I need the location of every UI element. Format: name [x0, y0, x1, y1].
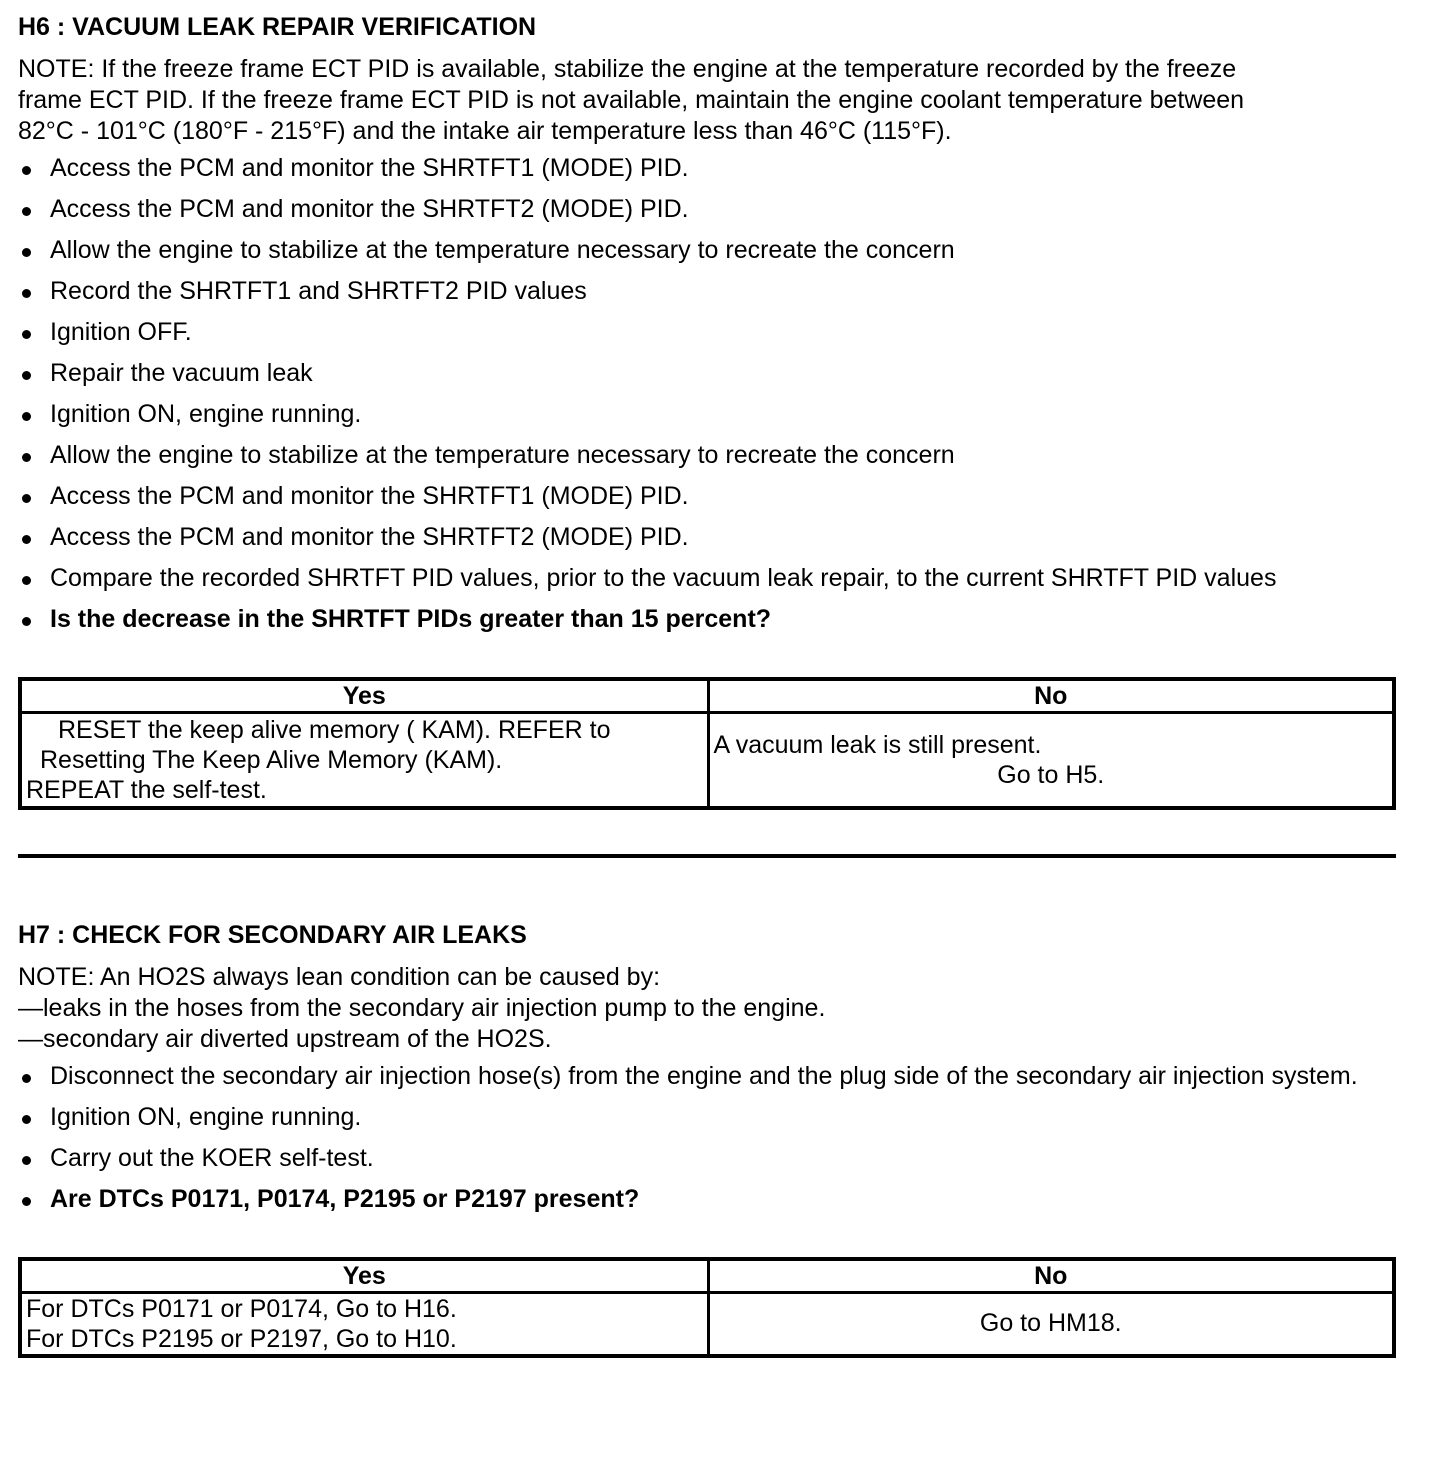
question: Is the decrease in the SHRTFT PIDs greater than 15 percent? [18, 604, 1396, 635]
bullet-icon [22, 1197, 31, 1206]
step-item: Ignition ON, engine running. [18, 399, 1396, 430]
bullet-icon [22, 617, 31, 626]
document-page [18, 10, 1396, 1358]
step-item: Record the SHRTFT1 and SHRTFT2 PID values [18, 276, 1396, 307]
bullet-icon [22, 289, 31, 298]
bullet-icon [22, 207, 31, 216]
yes-cell: For DTCs P0171 or P0174, Go to H16. For DTCs P2195 or P2197, Go to H10. [20, 1292, 708, 1356]
step-item: Compare the recorded SHRTFT PID values, prior to the vacuum leak repair, to the current SHRTFT PID values [18, 563, 1396, 594]
bullet-icon [22, 453, 31, 462]
step-item: Access the PCM and monitor the SHRTFT2 (MODE) PID. [18, 522, 1396, 553]
table-header-yes: Yes [20, 1259, 708, 1293]
section-h7 [18, 918, 1396, 1359]
section-divider [18, 854, 1396, 858]
section-h6 [18, 10, 1396, 810]
step-item: Ignition ON, engine running. [18, 1102, 1396, 1133]
step-item: Access the PCM and monitor the SHRTFT1 (MODE) PID. [18, 153, 1396, 184]
note-line: —secondary air diverted upstream of the HO2S. [18, 1024, 552, 1053]
table-header-no: No [708, 679, 1394, 713]
step-item: Disconnect the secondary air injection hose(s) from the engine and the plug side of the secondary air injection system. [18, 1061, 1396, 1092]
yes-cell: RESET the keep alive memory ( KAM). REFER to Resetting The Keep Alive Memory (KAM). REPEAT the self-test. [20, 713, 708, 808]
bullet-icon [22, 248, 31, 257]
step-item: Repair the vacuum leak [18, 358, 1396, 389]
note-line: 82°C - 101°C (180°F - 215°F) and the intake air temperature less than 46°C (115°F). [18, 117, 952, 145]
section-title: H6 : VACUUM LEAK REPAIR VERIFICATION [18, 13, 537, 41]
bullet-icon [22, 1156, 31, 1165]
note-line: frame ECT PID. If the freeze frame ECT PID is not available, maintain the engine coolant temperature between [18, 86, 1245, 114]
bullet-icon [22, 371, 31, 380]
question: Are DTCs P0171, P0174, P2195 or P2197 present? [18, 1184, 1396, 1215]
table-header-yes: Yes [20, 679, 708, 713]
note [18, 962, 1396, 1055]
bullet-icon [22, 576, 31, 585]
note-line: NOTE: An HO2S always lean condition can be caused by: [18, 962, 661, 991]
step-item: Ignition OFF. [18, 317, 1396, 348]
table-header-no: No [708, 1259, 1394, 1293]
no-cell: A vacuum leak is still present. Go to H5. [708, 713, 1394, 808]
bullet-icon [22, 1074, 31, 1083]
bullet-icon [22, 412, 31, 421]
decision-table [18, 677, 1396, 810]
note-line: —leaks in the hoses from the secondary air injection pump to the engine. [18, 993, 826, 1022]
step-item: Allow the engine to stabilize at the temperature necessary to recreate the concern [18, 440, 1396, 471]
step-item: Allow the engine to stabilize at the temperature necessary to recreate the concern [18, 235, 1396, 266]
note-line: NOTE: If the freeze frame ECT PID is available, stabilize the engine at the temperature recorded by the freeze [18, 55, 1237, 83]
decision-table [18, 1257, 1396, 1359]
bullet-icon [22, 330, 31, 339]
step-item: Carry out the KOER self-test. [18, 1143, 1396, 1174]
bullet-icon [22, 494, 31, 503]
bullet-icon [22, 535, 31, 544]
step-item: Access the PCM and monitor the SHRTFT2 (MODE) PID. [18, 194, 1396, 225]
note [18, 54, 1396, 147]
bullet-icon [22, 1115, 31, 1124]
step-item: Access the PCM and monitor the SHRTFT1 (MODE) PID. [18, 481, 1396, 512]
bullet-icon [22, 166, 31, 175]
section-title: H7 : CHECK FOR SECONDARY AIR LEAKS [18, 920, 527, 949]
no-cell: Go to HM18. [708, 1292, 1394, 1356]
